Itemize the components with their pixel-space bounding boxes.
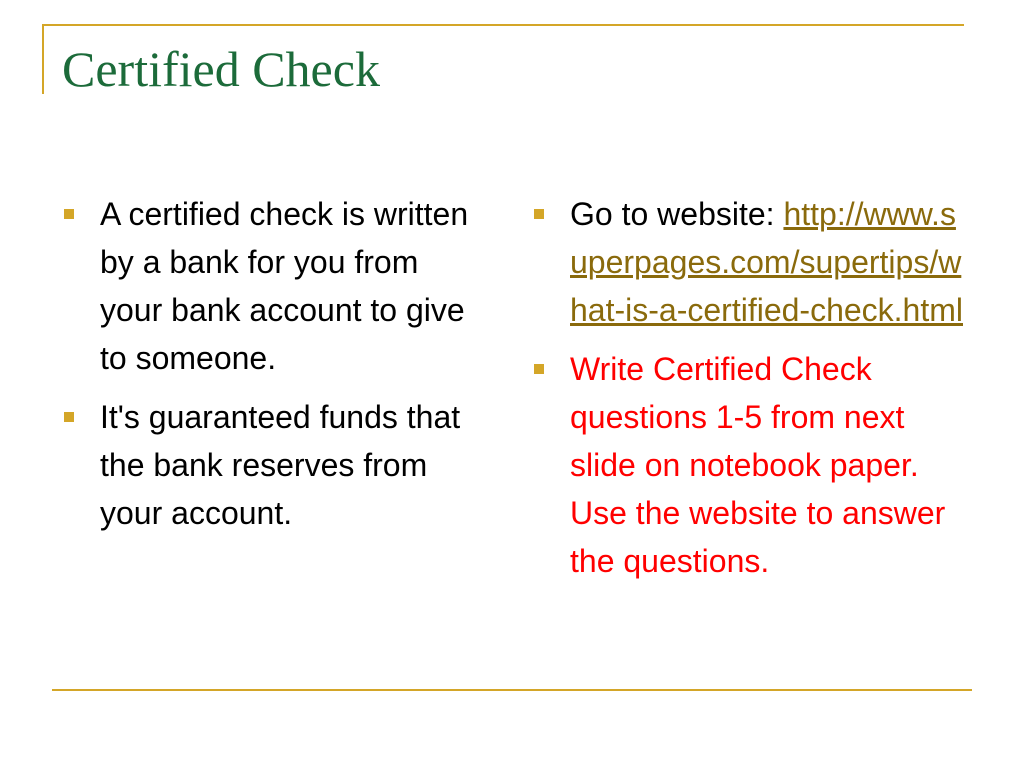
bullet-text bbox=[570, 190, 972, 334]
slide-title: Certified Check bbox=[62, 41, 380, 97]
square-bullet-icon bbox=[64, 209, 74, 219]
right-bullet-list bbox=[532, 190, 972, 596]
square-bullet-icon bbox=[64, 412, 74, 422]
left-bullet-list bbox=[62, 190, 482, 548]
left-bullet-definition bbox=[62, 190, 482, 382]
instruction-text: Write Certified Check questions 1-5 from next slide on notebook paper. Use the website to answer the questions. bbox=[570, 351, 946, 579]
right-bullet-website bbox=[532, 190, 972, 334]
square-bullet-icon bbox=[534, 364, 544, 374]
website-link[interactable]: http://www.superpages.com/supertips/what-is-a-certified-check.html bbox=[570, 196, 963, 328]
top-accent-rule bbox=[42, 24, 964, 26]
website-prefix: Go to website: bbox=[570, 196, 775, 232]
bullet-text: A certified check is written by a bank for you from your bank account to give to someone. bbox=[100, 196, 469, 376]
left-bullet-guaranteed-funds bbox=[62, 393, 482, 537]
left-accent-rule bbox=[42, 24, 44, 94]
bullet-text: It's guaranteed funds that the bank reserves from your account. bbox=[100, 399, 461, 531]
bottom-accent-rule bbox=[52, 689, 972, 691]
square-bullet-icon bbox=[534, 209, 544, 219]
right-bullet-instruction bbox=[532, 345, 972, 585]
